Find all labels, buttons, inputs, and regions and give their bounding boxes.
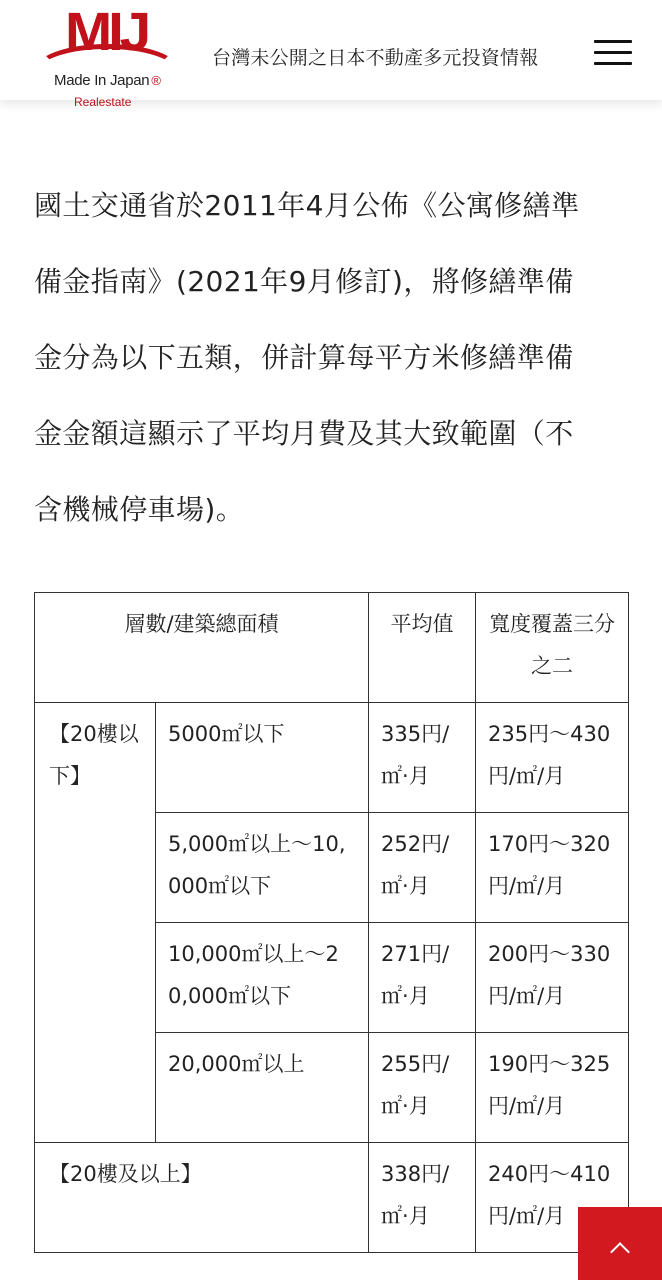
group-under-20-floors: 【20樓以下】 — [35, 703, 156, 1143]
header-range: 寬度覆蓋三分之二 — [476, 593, 629, 703]
header-average: 平均值 — [369, 593, 476, 703]
logo-made-in-japan — [54, 72, 161, 89]
intro-paragraph — [34, 168, 624, 548]
cell-area: 5000㎡以下 — [156, 703, 369, 813]
intro-line: 國土交通省於2011年4月公佈《公寓修繕準 — [34, 189, 580, 222]
intro-line: 備金指南》(2021年9月修訂)，將修繕準備 — [34, 265, 574, 298]
back-to-top-button[interactable] — [578, 1207, 662, 1280]
cell-area: 10,000㎡以上～20,000㎡以下 — [156, 923, 369, 1033]
site-logo[interactable] — [30, 2, 180, 110]
cell-average: 271円/㎡·月 — [369, 923, 476, 1033]
cell-range: 240円～410円/㎡/月 — [476, 1143, 629, 1253]
cell-range: 170円～320円/㎡/月 — [476, 813, 629, 923]
hamburger-bar — [594, 62, 632, 65]
cell-range: 200円～330円/㎡/月 — [476, 923, 629, 1033]
logo-realestate: Realestate — [74, 95, 132, 109]
table-row — [35, 1143, 629, 1253]
intro-line: 金分為以下五類，併計算每平方米修繕準備 — [34, 341, 574, 374]
cell-average: 252円/㎡·月 — [369, 813, 476, 923]
logo-mark: MIJ — [65, 2, 147, 62]
cell-average: 255円/㎡·月 — [369, 1033, 476, 1143]
hamburger-bar — [594, 51, 632, 54]
site-header — [0, 0, 662, 109]
header-category: 層數/建築總面積 — [35, 593, 369, 703]
chevron-up-icon — [610, 1242, 630, 1262]
table-row — [35, 703, 629, 813]
intro-line: 含機械停車場)。 — [34, 493, 245, 526]
repair-reserve-table — [34, 592, 629, 1253]
intro-line: 金金額這顯示了平均月費及其大致範圍（不 — [34, 417, 574, 450]
cell-area: 20,000㎡以上 — [156, 1033, 369, 1143]
logo-made-in-japan-text: Made In Japan — [54, 72, 150, 89]
cell-range: 235円～430円/㎡/月 — [476, 703, 629, 813]
site-tagline: 台灣未公開之日本不動產多元投資情報 — [212, 47, 539, 69]
group-20-floors-and-above: 【20樓及以上】 — [35, 1143, 369, 1253]
cell-range: 190円～325円/㎡/月 — [476, 1033, 629, 1143]
table-header-row — [35, 593, 629, 703]
logo-arc-icon — [34, 44, 180, 98]
registered-mark: ® — [151, 73, 161, 88]
hamburger-bar — [594, 40, 632, 43]
cell-area: 5,000㎡以上～10,000㎡以下 — [156, 813, 369, 923]
cell-average: 338円/㎡·月 — [369, 1143, 476, 1253]
cell-average: 335円/㎡·月 — [369, 703, 476, 813]
hamburger-menu-icon[interactable] — [594, 40, 632, 66]
